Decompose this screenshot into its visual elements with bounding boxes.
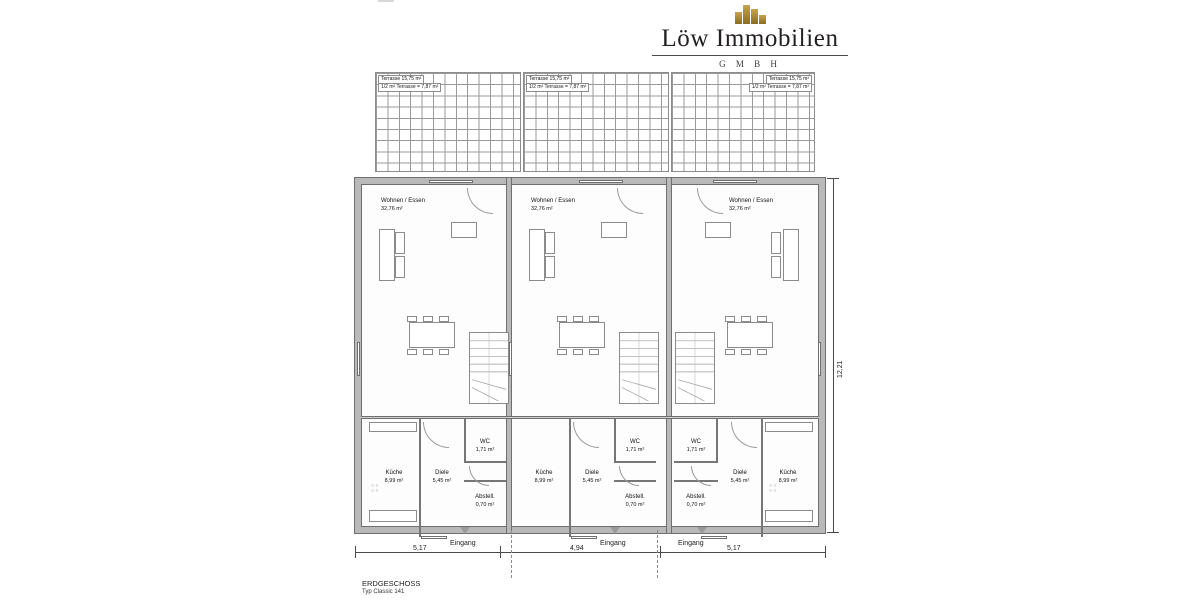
room-label-wohnen-essen-1: Wohnen / Essen 32,76 m² (381, 198, 425, 212)
window-right-facade-3 (818, 342, 821, 376)
furniture-dining-table-2 (559, 322, 605, 348)
window-terrace-door-1 (429, 180, 473, 183)
door-arc-diele-2 (573, 422, 599, 448)
furniture-chair-2f (589, 349, 599, 355)
staircase-2 (619, 332, 659, 404)
door-arc-wc-3 (691, 466, 711, 486)
terrace-1-area: Terrasse 15,75 m² (378, 75, 424, 84)
furniture-chair-3e (741, 349, 751, 355)
window-left-facade-2 (509, 342, 512, 376)
plan-caption (362, 579, 420, 597)
interior-wall-wc-bottom-3 (674, 461, 718, 463)
furniture-armchair-1a (395, 232, 405, 254)
company-logo (645, 2, 855, 69)
furniture-chair-1f (439, 349, 449, 355)
dimension-unit-3-width: 5,17 (727, 545, 741, 552)
dimension-tick-top (827, 178, 839, 179)
dimension-tick-w1 (500, 546, 501, 558)
furniture-chair-1c (439, 316, 449, 322)
terraces-group (375, 72, 815, 172)
entrance-label-2: Eingang (600, 540, 626, 547)
furniture-kitchen-block-3 (765, 510, 813, 522)
furniture-chair-2e (573, 349, 583, 355)
door-arc-terrace-3 (697, 188, 723, 214)
entrance-marker-2-icon (610, 527, 620, 534)
room-label-diele-2: Diele 5,45 m² (582, 470, 602, 484)
building-bars-icon (733, 2, 767, 24)
door-arc-diele-3 (731, 422, 757, 448)
company-name: Löw Immobilien (661, 25, 839, 52)
furniture-chair-1b (423, 316, 433, 322)
furniture-chair-2b (573, 316, 583, 322)
furniture-sideboard-2 (601, 222, 627, 238)
dimension-unit-1-width: 5,17 (413, 545, 427, 552)
room-label-wohnen-essen-3: Wohnen / Essen 32,76 m² (729, 198, 773, 212)
room-label-diele-1: Diele 5,45 m² (432, 470, 452, 484)
dimension-tick-w0 (355, 546, 356, 558)
furniture-chair-3f (757, 349, 767, 355)
entrance-door-2 (571, 536, 597, 539)
room-label-abstell-3: Abstell. 0,70 m² (686, 494, 706, 508)
centerline-1 (511, 530, 512, 578)
furniture-chair-2c (589, 316, 599, 322)
furniture-armchair-3b (771, 256, 781, 278)
interior-wall-abstell-3 (674, 480, 718, 482)
furniture-chair-3b (741, 316, 751, 322)
floorplan-drawing (345, 60, 845, 580)
entrance-label-3: Eingang (678, 540, 704, 547)
furniture-chair-3d (725, 349, 735, 355)
room-label-diele-3: Diele 5,45 m² (730, 470, 750, 484)
furniture-armchair-2a (545, 232, 555, 254)
room-label-abstell-1: Abstell. 0,70 m² (475, 494, 495, 508)
interior-wall-wc-bottom-2 (614, 461, 656, 463)
dimension-unit-2-width: 4,94 (570, 545, 584, 552)
furniture-chair-1e (423, 349, 433, 355)
room-label-kueche-2: Küche 8,99 m² (534, 470, 554, 484)
furniture-chair-2d (557, 349, 567, 355)
top-stray-mark (378, 0, 394, 2)
furniture-sideboard-1 (451, 222, 477, 238)
furniture-chair-2a (557, 316, 567, 322)
door-arc-terrace-1 (467, 188, 493, 214)
furniture-chair-3a (725, 316, 735, 322)
door-arc-diele-1 (423, 422, 449, 448)
room-label-kueche-3: Küche 8,99 m² (778, 470, 798, 484)
furniture-dining-table-3 (727, 322, 773, 348)
dimension-line-width (355, 552, 825, 553)
furniture-kitchen-block-1 (369, 510, 417, 522)
staircase-3 (675, 332, 715, 404)
entrance-label-1: Eingang (450, 540, 476, 547)
furniture-chair-3c (757, 316, 767, 322)
company-legal-form: G M B H (719, 59, 781, 69)
terrace-1-half-area: 1/2 m² Terrasse = 7,87 m² (378, 83, 441, 92)
terrace-unit-3 (671, 72, 815, 172)
logo-divider (652, 55, 848, 56)
furniture-sideboard-3 (705, 222, 731, 238)
door-arc-terrace-2 (617, 188, 643, 214)
interior-wall-horizontal (361, 416, 819, 419)
furniture-armchair-1b (395, 256, 405, 278)
building-outline (355, 178, 825, 533)
terrace-3-area: Terrasse 15,75 m² (766, 75, 812, 84)
terrace-unit-1 (375, 72, 521, 172)
dimension-tick-w3 (825, 546, 826, 558)
furniture-armchair-3a (771, 232, 781, 254)
entrance-marker-1-icon (460, 527, 470, 534)
terrace-2-area: Terrasse 15,75 m² (526, 75, 572, 84)
terrace-3-half-area: 1/2 m² Terrasse = 7,87 m² (749, 83, 812, 92)
staircase-1 (469, 332, 509, 404)
furniture-chair-1d (407, 349, 417, 355)
furniture-kitchen-counter-1 (369, 422, 417, 432)
centerline-2 (657, 530, 658, 578)
kitchen-hob-dots-3: ○ ○ ○ ○ (769, 483, 777, 494)
furniture-kitchen-counter-3 (765, 422, 813, 432)
interior-wall-wc-bottom-1 (464, 461, 506, 463)
dimension-tick-bottom (827, 532, 839, 533)
dimension-tick-w2 (660, 546, 661, 558)
kitchen-hob-dots-1: ○ ○ ○ ○ (371, 483, 379, 494)
furniture-sofa-2 (529, 229, 545, 281)
door-arc-wc-2 (619, 466, 639, 486)
dimension-depth-value: 12,21 (837, 360, 844, 378)
furniture-dining-table-1 (409, 322, 455, 348)
entrance-door-3 (701, 536, 727, 539)
room-label-wc-3: WC 1,71 m² (686, 439, 706, 453)
furniture-sofa-1 (379, 229, 395, 281)
terrace-2-half-area: 1/2 m² Terrasse = 7,87 m² (526, 83, 589, 92)
door-arc-wc-1 (469, 466, 489, 486)
terrace-unit-2 (523, 72, 669, 172)
window-terrace-door-3 (713, 180, 757, 183)
room-label-kueche-1: Küche 8,99 m² (384, 470, 404, 484)
window-terrace-door-2 (579, 180, 623, 183)
dimension-line-depth (833, 178, 834, 533)
furniture-sofa-3 (783, 229, 799, 281)
furniture-chair-1a (407, 316, 417, 322)
furniture-armchair-2b (545, 256, 555, 278)
party-wall-2-3 (666, 178, 672, 533)
plan-subtitle: Typ Classic 141 (362, 589, 405, 595)
room-label-wc-2: WC 1,71 m² (625, 439, 645, 453)
entrance-marker-3-icon (697, 527, 707, 534)
window-left-facade-1 (357, 342, 360, 376)
plan-title: ERDGESCHOSS (362, 579, 421, 588)
room-label-wc-1: WC 1,71 m² (475, 439, 495, 453)
entrance-door-1 (421, 536, 447, 539)
room-label-abstell-2: Abstell. 0,70 m² (625, 494, 645, 508)
room-label-wohnen-essen-2: Wohnen / Essen 32,76 m² (531, 198, 575, 212)
